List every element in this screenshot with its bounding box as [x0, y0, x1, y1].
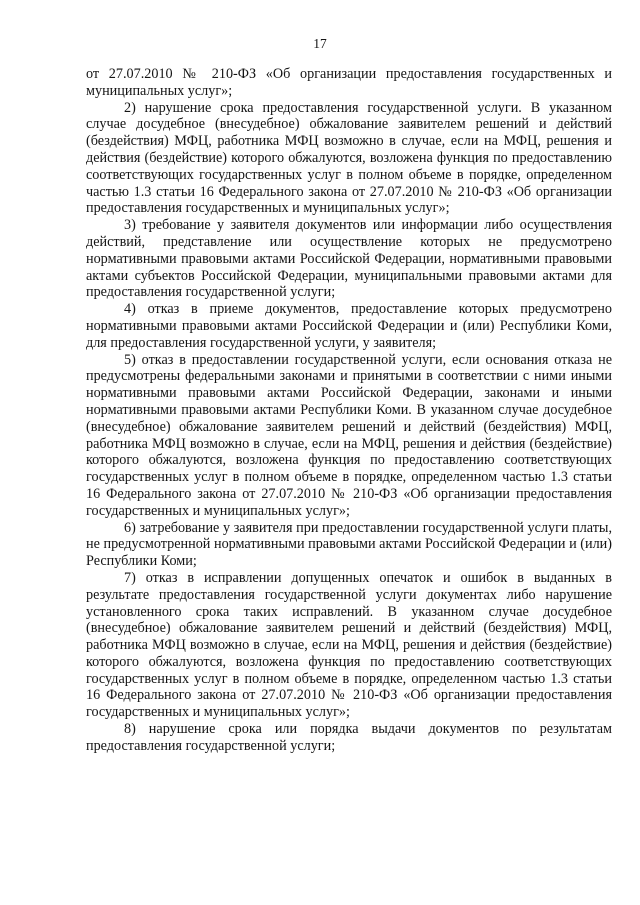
list-item-7: 7) отказ в исправлении допущенных опечаток и ошибок в выданных в результате предоставления государственной услуги документах либо нарушение установленного срока таких исправлений. В указанном случае досудебное (внесудебное) обжалование заявителем решений и действий (бездействия) МФЦ, работника МФЦ возможно в случае, если на МФЦ, решения и действия (бездействие) которого обжалуются, возложена функция по предоставлению соответствующих государственных услуг в полном объеме в порядке, определенном частью 1.3 статьи 16 Федерального закона от 27.07.2010 № 210-ФЗ «Об организации предоставления государственных и муниципальных услуг»; — [86, 569, 612, 721]
list-item-8: 8) нарушение срока или порядка выдачи документов по результатам предоставления государственной услуги; — [86, 721, 612, 754]
document-body — [86, 66, 612, 755]
paragraph-continuation: от 27.07.2010 № 210-ФЗ «Об организации предоставления государственных и муниципальных услуг»; — [86, 66, 612, 99]
list-item-5: 5) отказ в предоставлении государственной услуги, если основания отказа не предусмотрены федеральными законами и принятыми в соответствии с ними иными нормативными правовыми актами Российской Федерации, законами и иными нормативными правовыми актами Республики Коми. В указанном случае досудебное (внесудебное) обжалование заявителем решений и действий (бездействия) МФЦ, работника МФЦ возможно в случае, если на МФЦ, решения и действия (бездействие) которого обжалуются, возложена функция по предоставлению соответствующих государственных услуг в полном объеме в порядке, определенном частью 1.3 статьи 16 Федерального закона от 27.07.2010 № 210-ФЗ «Об организации предоставления государственных и муниципальных услуг»; — [86, 351, 612, 519]
list-item-2: 2) нарушение срока предоставления государственной услуги. В указанном случае досудебное (внесудебное) обжалование заявителем решений и действий (бездействия) МФЦ, работника МФЦ возможно в случае, если на МФЦ, решения и действия (бездействие) которого обжалуются, возложена функция по предоставлению соответствующих государственных услуг в полном объеме в порядке, определенном частью 1.3 статьи 16 Федерального закона от 27.07.2010 № 210-ФЗ «Об организации предоставления государственных и муниципальных услуг»; — [86, 99, 612, 217]
list-item-6: 6) затребование у заявителя при предоставлении государственной услуги платы, не предусмотренной нормативными правовыми актами Российской Федерации и (или) Республики Коми; — [86, 519, 612, 570]
list-item-4: 4) отказ в приеме документов, предоставление которых предусмотрено нормативными правовыми актами Российской Федерации и (или) Республики Коми, для предоставления государственной услуги, у заявителя; — [86, 301, 612, 351]
list-item-3: 3) требование у заявителя документов или информации либо осуществления действий, представление или осуществление которых не предусмотрено нормативными правовыми актами Российской Федерации, нормативными правовыми актами субъектов Российской Федерации, муниципальными правовыми актами для предоставления государственной услуги; — [86, 217, 612, 301]
page-number: 17 — [313, 36, 327, 51]
